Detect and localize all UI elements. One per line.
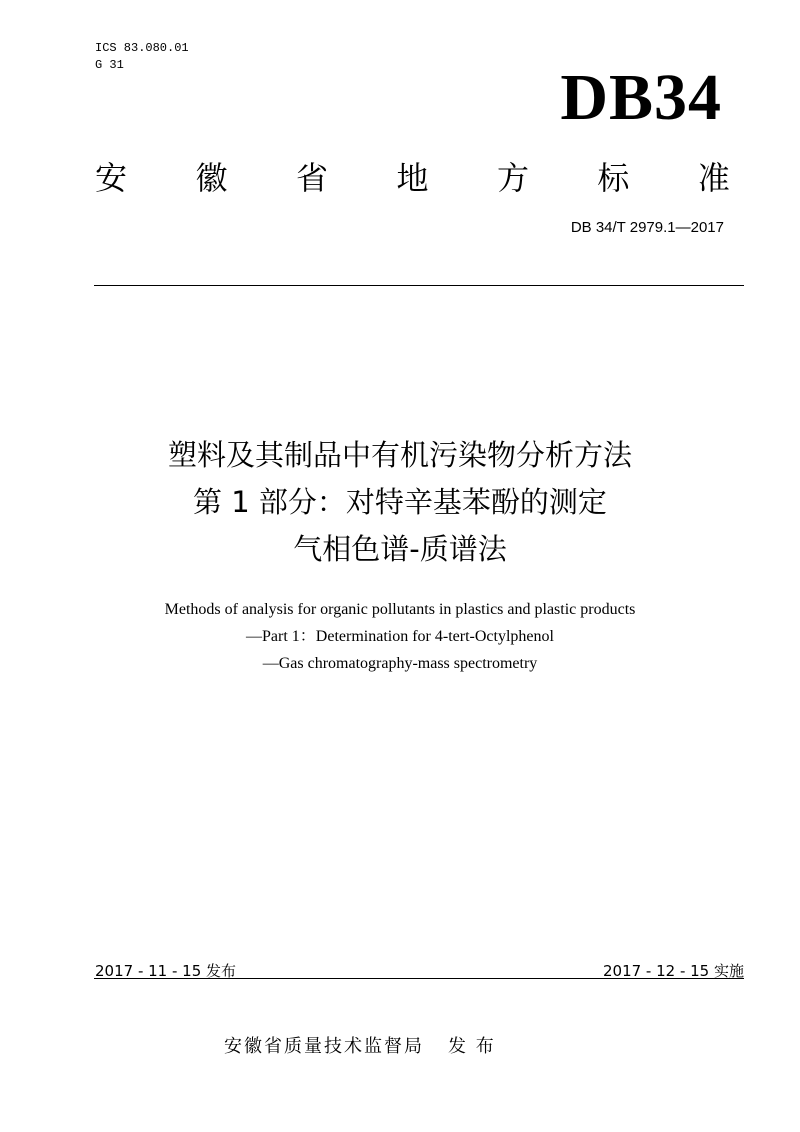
publish-label: 发 布 (448, 1036, 496, 1057)
chinese-title (0, 432, 800, 573)
province-char: 省 (295, 159, 328, 197)
english-title-line: —Part 1：Determination for 4-tert-Octylphenol (246, 628, 554, 645)
bottom-divider (94, 978, 744, 979)
implementation-date: 2017 - 12 - 15 实施 (602, 962, 744, 980)
province-char: 准 (697, 159, 730, 197)
classification-codes (95, 40, 189, 74)
english-title (0, 596, 800, 677)
province-char: 标 (597, 159, 630, 197)
province-char: 方 (496, 159, 529, 197)
province-char: 安 (95, 159, 128, 197)
english-title-line: —Gas chromatography-mass spectrometry (262, 655, 538, 672)
chinese-title-line: 第 1 部分：对特辛基苯酚的测定 (193, 485, 607, 519)
standard-number: DB 34/T 2979.1—2017 (570, 219, 724, 236)
province-standard-heading (95, 158, 730, 198)
english-title-line: Methods of analysis for organic pollutants in plastics and plastic products (164, 601, 636, 618)
top-divider (94, 285, 744, 286)
ics-code: ICS 83.080.01 (95, 41, 189, 55)
standard-mark: DB34 (560, 61, 722, 134)
chinese-title-line: 气相色谱-质谱法 (293, 532, 507, 566)
chinese-title-line: 塑料及其制品中有机污染物分析方法 (167, 438, 632, 472)
category-code: G 31 (95, 58, 124, 72)
province-char: 地 (396, 159, 429, 197)
issue-date: 2017 - 11 - 15 发布 (95, 962, 237, 980)
publisher-line (224, 1032, 496, 1058)
province-char: 徽 (195, 159, 228, 197)
publisher-name: 安徽省质量技术监督局 (224, 1036, 424, 1057)
